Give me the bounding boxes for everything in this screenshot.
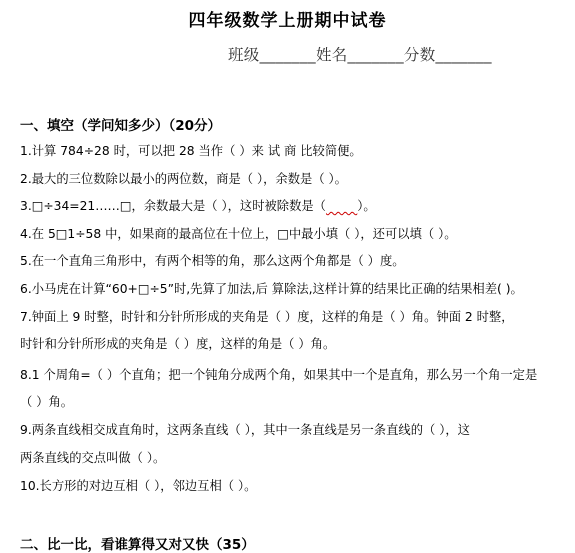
question-6: 6.小马虎在计算“60+□÷5”时,先算了加法,后 算除法,这样计算的结果比正确的结果相差( )。 — [20, 282, 523, 296]
question-10: 10.长方形的对边互相（ ），邻边互相（ ）。 — [20, 479, 257, 493]
question-7-line-1: 7.钟面上 9 时整，时针和分针所形成的夹角是（ ）度，这样的角是（ ）角。钟面 2 时整， — [20, 310, 514, 324]
question-3-end: ）。 — [357, 199, 376, 213]
question-9-line-2: 两条直线的交点叫做（ ）。 — [20, 451, 166, 465]
question-4: 4.在 5□1÷58 中，如果商的最高位在十位上，□中最小填（ ），还可以填（ ）。 — [20, 227, 457, 241]
question-8-line-1: 8.1 个周角=（ ）个直角；把一个钝角分成两个角，如果其中一个是直角，那么另一个角一定是 — [20, 368, 538, 382]
question-7-line-2: 时针和分针所形成的夹角是（ ）度，这样的角是（ ）角。 — [20, 337, 336, 351]
section-calculation-heading: 二、比一比，看谁算得又对又快（35） — [20, 537, 255, 553]
section-fill-blank-heading: 一、填空（学问知多少）（20分） — [20, 118, 222, 134]
spelling-underline — [326, 199, 357, 213]
question-3-text: 3.□÷34=21……□，余数最大是（ ），这时被除数是（ — [20, 199, 326, 213]
student-info-line: 班级_______姓名_______分数_______ — [228, 46, 492, 64]
question-8-line-2: （ ）角。 — [20, 395, 74, 409]
exam-title: 四年级数学上册期中试卷 — [188, 11, 387, 31]
question-5: 5.在一个直角三角形中，有两个相等的角，那么这两个角都是（ ）度。 — [20, 254, 405, 268]
question-9-line-1: 9.两条直线相交成直角时，这两条直线（ ），其中一条直线是另一条直线的（ ），这 — [20, 423, 470, 437]
question-3 — [20, 198, 376, 214]
question-1: 1.计算 784÷28 时，可以把 28 当作（ ）来 试 商 比较简便。 — [20, 144, 362, 158]
question-2: 2.最大的三位数除以最小的两位数，商是（ ），余数是（ ）。 — [20, 172, 347, 186]
